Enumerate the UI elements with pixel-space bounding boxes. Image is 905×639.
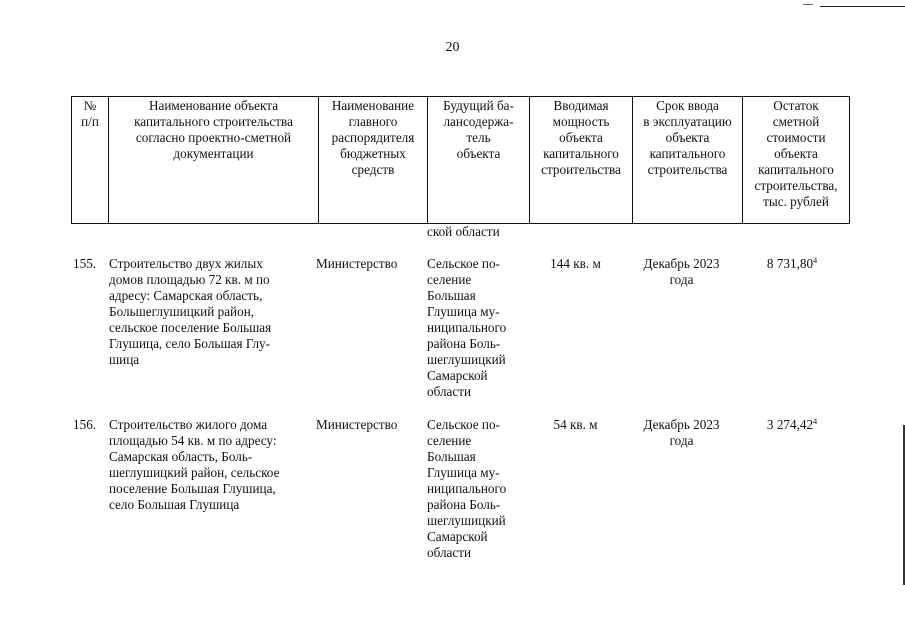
table-header	[71, 96, 850, 224]
commissioning-date: Декабрь 2023 года	[643, 417, 720, 448]
header-future-holder: Будущий ба- лансодержа- тель объекта	[428, 97, 530, 224]
header-remaining-cost: Остаток сметной стоимости объекта капитального строительства, тыс. рублей	[743, 97, 850, 224]
capacity: 144 кв. м	[550, 256, 601, 271]
budget-administrator: Министерство	[316, 256, 398, 271]
capacity: 54 кв. м	[553, 417, 598, 432]
header-row	[72, 97, 850, 224]
header-budget-administrator: Наименование главного распорядителя бюджетных средств	[319, 97, 428, 224]
commissioning-date: Декабрь 2023 года	[643, 256, 720, 287]
header-commissioning-date: Срок ввода в эксплуатацию объекта капитального строительства	[633, 97, 743, 224]
remaining-cost	[740, 417, 844, 433]
future-holder: Сельское по- селение Большая Глушица му- ниципального района Боль- шеглушицкий Самарской области	[427, 256, 507, 399]
footnote-mark: 4	[813, 417, 818, 426]
remaining-cost	[740, 256, 844, 272]
page-number: 20	[445, 40, 460, 55]
future-holder: Сельское по- селение Большая Глушица му- ниципального района Боль- шеглушицкий Самарской области	[427, 417, 507, 560]
object-name: Строительство двух жилых домов площадью 72 кв. м по адресу: Самарская область, Большеглушицкий район, сельское поселение Большая Глушица, село Большая Глу- шица	[109, 256, 272, 367]
scan-top-line	[820, 6, 905, 7]
object-name: Строительство жилого дома площадью 54 кв. м по адресу: Самарская область, Боль- шеглушицкий район, сельское поселение Большая Глушица, село Большая Глушица	[109, 417, 280, 512]
footnote-mark: 4	[813, 256, 818, 265]
header-object-name: Наименование объекта капитального строительства согласно проектно-сметной документации	[109, 97, 319, 224]
header-number: № п/п	[72, 97, 109, 224]
remaining-cost-value: 8 731,80	[766, 256, 814, 271]
scan-mark	[803, 4, 813, 5]
remaining-cost-value: 3 274,42	[766, 417, 814, 432]
row-number: 155.	[73, 256, 97, 271]
header-capacity: Вводимая мощность объекта капитального строительства	[530, 97, 633, 224]
row-number: 156.	[73, 417, 97, 432]
budget-administrator: Министерство	[316, 417, 398, 432]
continuation-text: ской области	[427, 224, 500, 239]
